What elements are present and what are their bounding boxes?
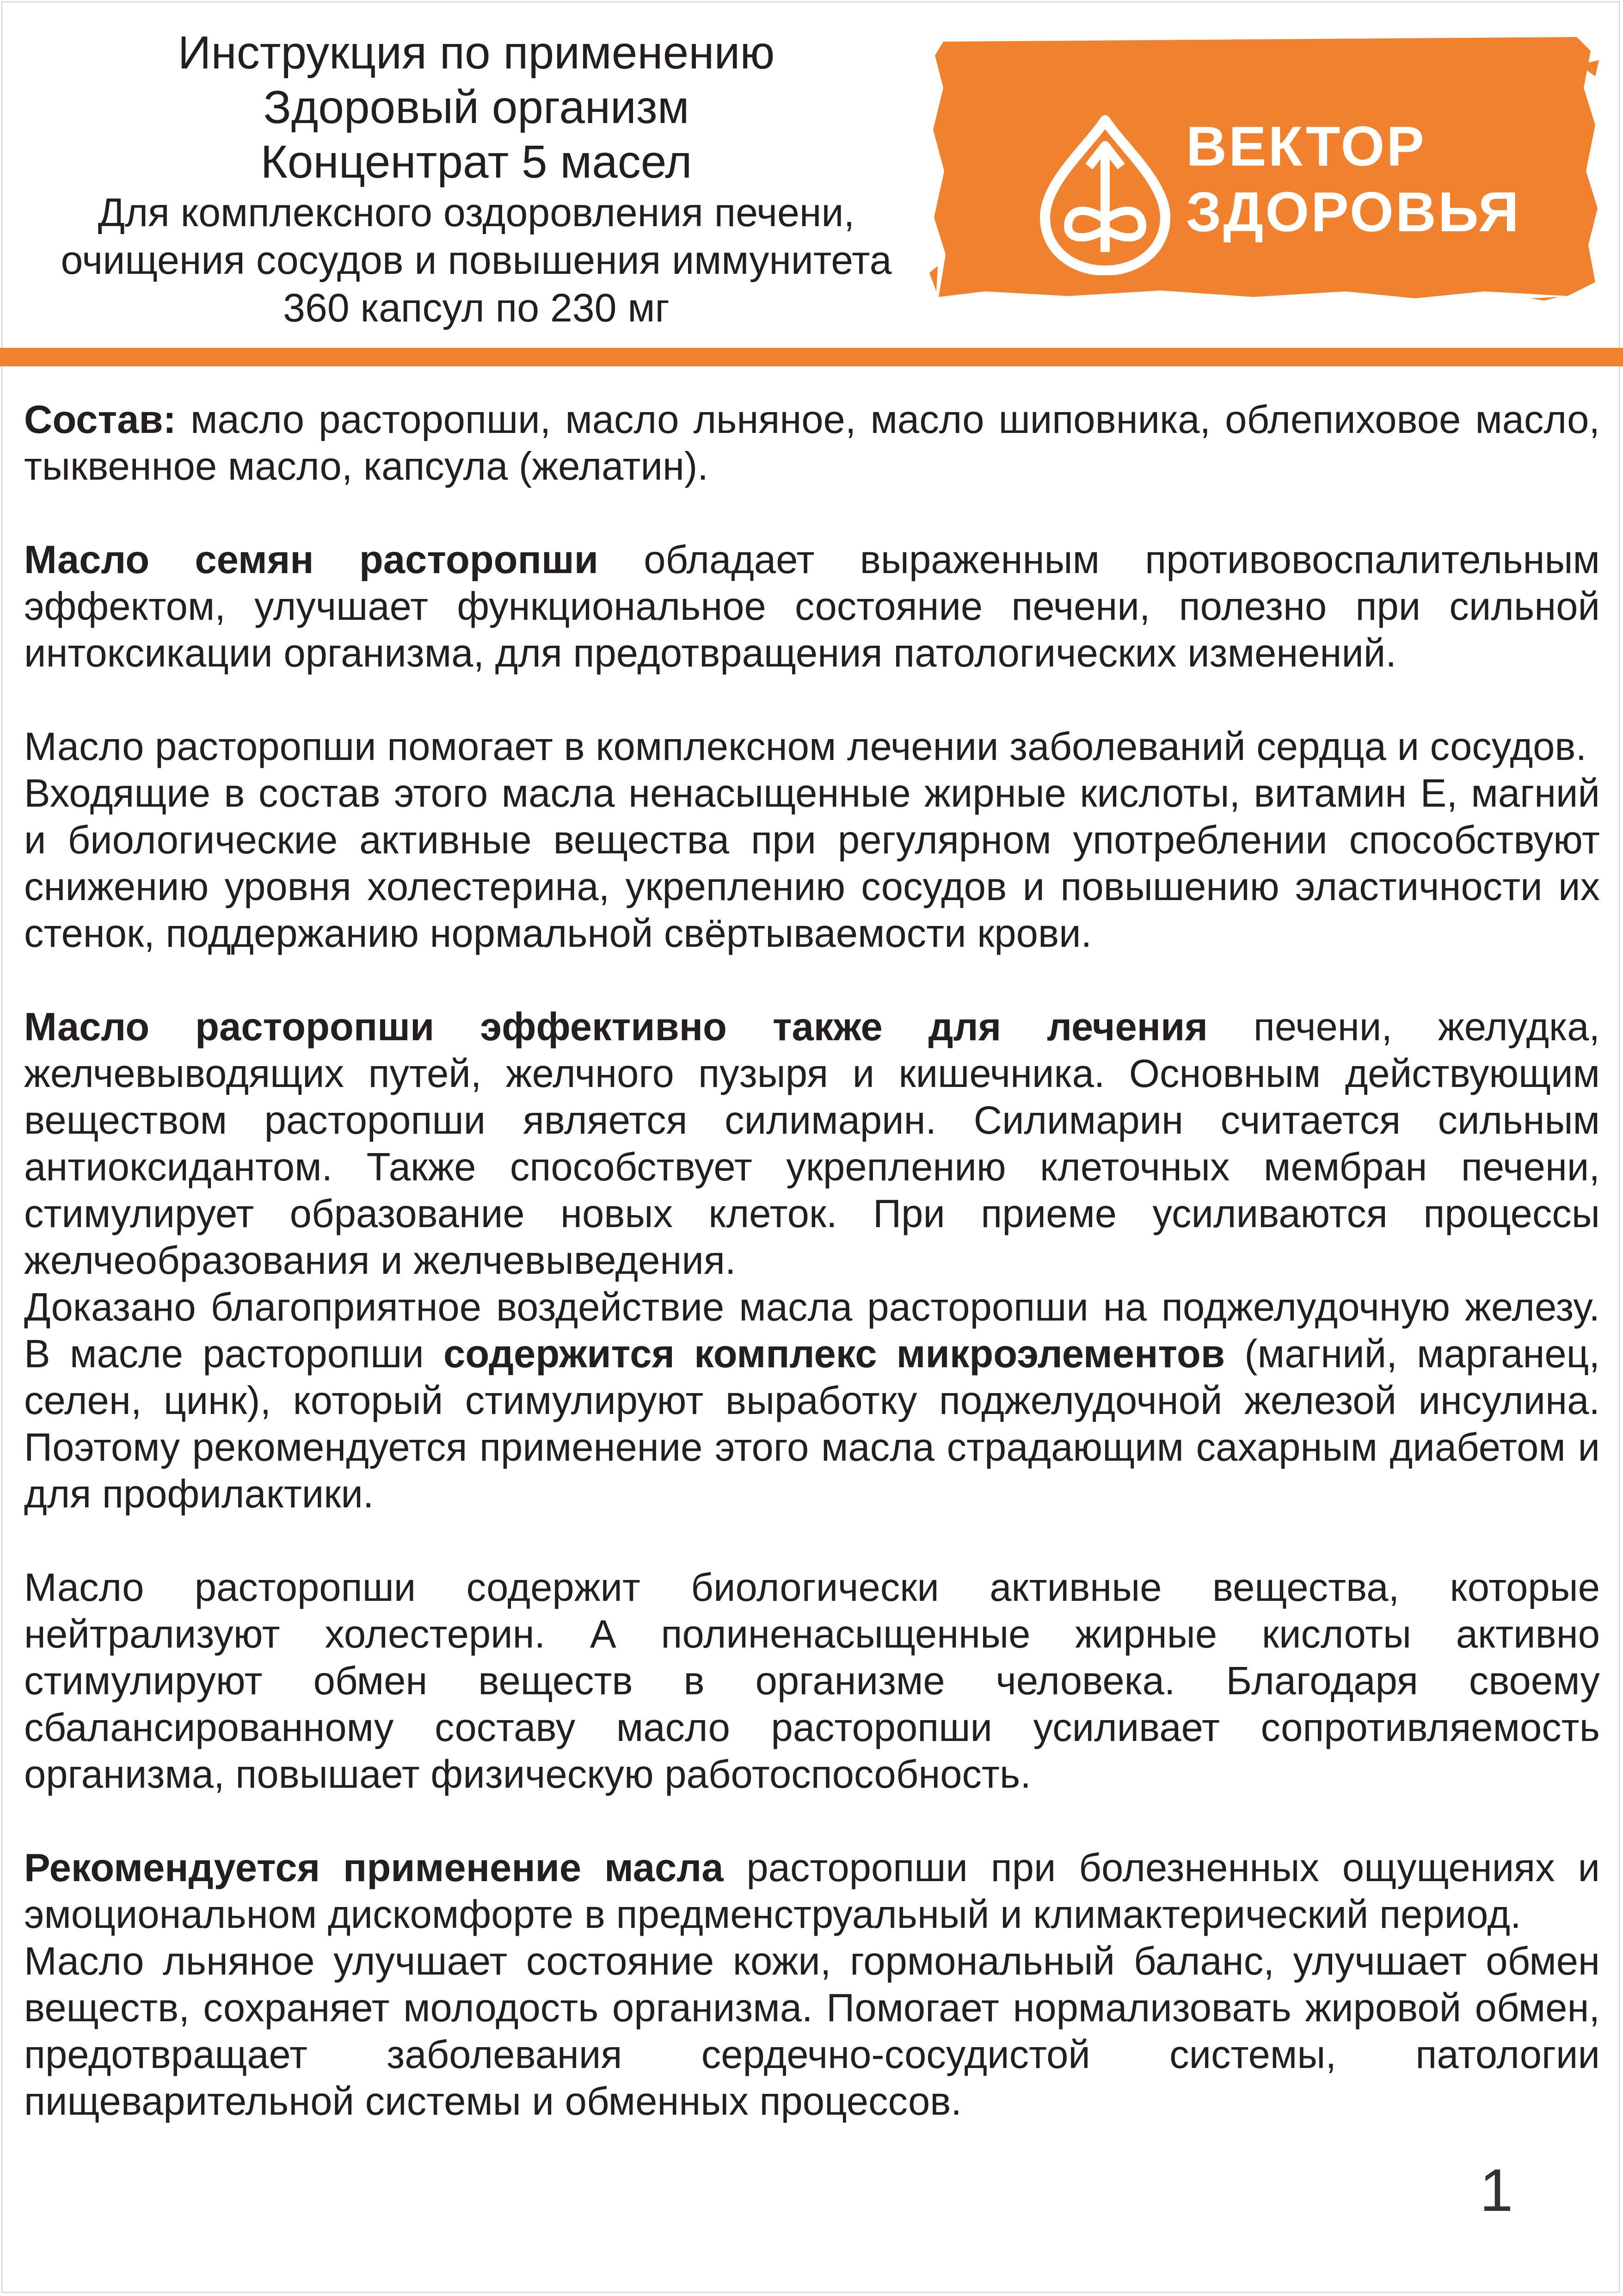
milk-thistle-seed-paragraph — [24, 537, 1600, 677]
treatment-paragraph — [24, 1004, 1600, 1284]
pancreas-text-a: Доказано благоприятное воздействие масла расторопши на поджелудочную железу. В масле расторопши — [24, 1285, 1600, 1376]
composition-text: масло расторопши, масло льняное, масло шиповника, облепиховое масло, тыквенное масло, капсула (желатин). — [24, 398, 1600, 488]
purpose-line-2: очищения сосудов и повышения иммунитета — [61, 238, 892, 283]
package-info-line: 360 капсул по 230 мг — [283, 286, 670, 330]
document-title-line-1: Инструкция по применению — [178, 27, 775, 79]
milk-thistle-seed-heading: Масло семян расторопши — [24, 538, 599, 582]
recommendation-text: расторопши при болезненных ощущениях и эмоциональном дискомфорте в предменструальный и климактерический период. — [24, 1846, 1600, 1937]
pancreas-paragraph — [24, 1284, 1600, 1518]
title-block — [23, 25, 929, 332]
page-number: 1 — [1480, 2156, 1513, 2224]
product-type-line: Концентрат 5 масел — [260, 136, 692, 188]
purpose-line-1: Для комплексного оздоровления печени, — [98, 191, 855, 235]
cholesterol-paragraph: Масло расторопши содержит биологически активные вещества, которые нейтрализуют холестерин. А полиненасыщенные жирные кислоты активно стимулируют обмен веществ в организме человека. Благодаря своему сбалансированному составу масло расторопши усиливает сопротивляемость организма, повышает физическую работоспособность. — [24, 1566, 1600, 1796]
header-divider-bar — [0, 348, 1623, 366]
heart-vessels-paragraph: Масло расторопши помогает в комплексном лечении заболеваний сердца и сосудов. — [24, 725, 1587, 769]
product-name-line: Здоровый организм — [263, 81, 689, 133]
brand-logo — [929, 32, 1600, 301]
milk-thistle-seed-text: обладает выраженным противовоспалительным эффектом, улучшает функциональное состояние печени, полезно при сильной интоксикации организма, для предотвращения патологических изменений. — [24, 538, 1600, 675]
treatment-heading: Масло расторопши эффективно также для лечения — [24, 1005, 1208, 1049]
fatty-acids-paragraph: Входящие в состав этого масла ненасыщенные жирные кислоты, витамин Е, магний и биологические активные вещества при регулярном употреблении способствуют снижению уровня холестерина, укреплению сосудов и повышению эластичности их стенок, поддержанию нормальной свёртываемости крови. — [24, 772, 1600, 956]
instruction-body — [24, 396, 1600, 2125]
recommendation-heading: Рекомендуется применение масла — [24, 1846, 724, 1890]
paragraph-gap — [24, 677, 1600, 723]
logo-wordmark — [1186, 113, 1521, 245]
composition-label: Состав: — [24, 398, 176, 442]
recommendation-paragraph — [24, 1845, 1600, 1938]
composition-paragraph — [24, 396, 1600, 490]
logo-word-1: ВЕКТОР — [1186, 115, 1426, 178]
paragraph-gap — [24, 1798, 1600, 1845]
paragraph-gap — [24, 957, 1600, 1004]
header — [0, 0, 1623, 348]
drop-leaf-arrow-icon — [1031, 113, 1179, 275]
paragraph-gap — [24, 490, 1600, 537]
treatment-text: печени, желудка, желчевыводящих путей, желчного пузыря и кишечника. Основным действующим веществом расторопши является силимарин. Силимарин считается сильным антиоксидантом. Также способствует укреплению клеточных мембран печени, стимулирует образование новых клеток. При приеме усиливаются процессы желчеобразования и желчевыведения. — [24, 1005, 1600, 1283]
logo-word-2: ЗДОРОВЬЯ — [1186, 180, 1521, 243]
microelements-highlight: содержится комплекс микроэлементов — [443, 1332, 1225, 1376]
linseed-oil-paragraph: Масло льняное улучшает состояние кожи, гормональный баланс, улучшает обмен веществ, сохраняет молодость организма. Помогает нормализовать жировой обмен, предотвращает заболевания сердечно-сосудистой системы, патологии пищеварительной системы и обменных процессов. — [24, 1939, 1600, 2123]
paragraph-gap — [24, 1518, 1600, 1564]
pancreas-text-b: (магний, марганец, селен, цинк), который стимулируют выработку поджелудочной железой инсулина. Поэтому рекомендуется применение этого масла страдающим сахарным диабетом и для профилактики. — [24, 1332, 1600, 1516]
